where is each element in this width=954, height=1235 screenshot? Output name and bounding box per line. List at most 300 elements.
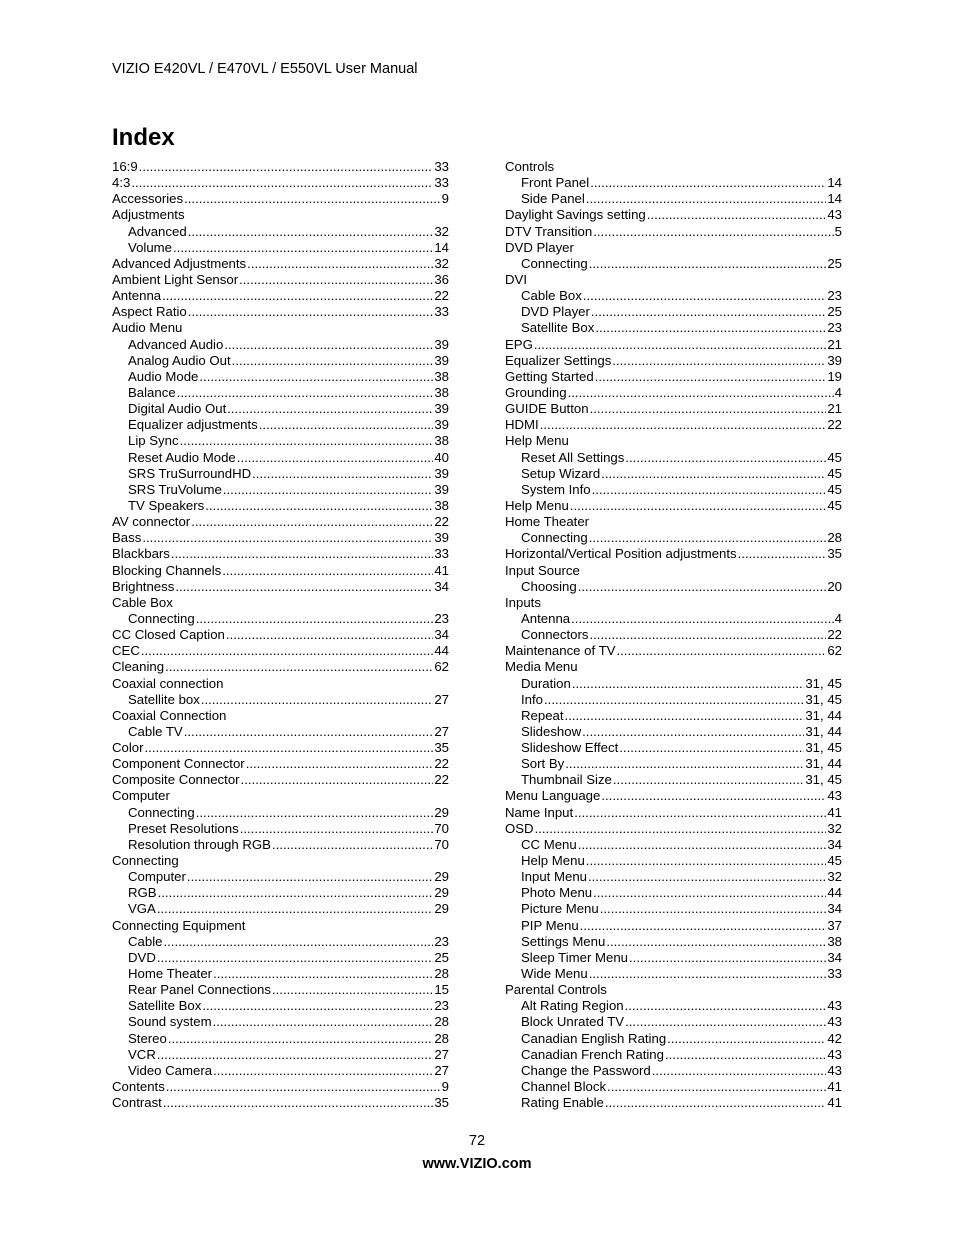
dot-leader bbox=[157, 1047, 433, 1063]
index-entry bbox=[505, 207, 842, 223]
index-page-ref: 23 bbox=[434, 998, 449, 1014]
index-term: OSD bbox=[505, 820, 534, 836]
index-page-ref: 27 bbox=[434, 691, 449, 707]
index-term: TV Speakers bbox=[128, 497, 205, 513]
index-entry bbox=[505, 450, 842, 466]
index-page-ref: 31, 44 bbox=[805, 756, 842, 772]
index-term: Contents bbox=[112, 1079, 165, 1095]
index-term: DVI bbox=[505, 271, 527, 287]
index-page-ref: 36 bbox=[434, 271, 449, 287]
index-page-ref: 14 bbox=[827, 175, 842, 191]
index-page-ref: 45 bbox=[827, 481, 842, 497]
index-term: Advanced Adjustments bbox=[112, 255, 247, 271]
dot-leader bbox=[141, 643, 433, 659]
index-page-ref: 9 bbox=[441, 1079, 449, 1095]
index-entry bbox=[505, 385, 842, 401]
index-page-ref: 43 bbox=[827, 1014, 842, 1030]
index-term: Daylight Savings setting bbox=[505, 207, 646, 223]
index-term: Input Menu bbox=[521, 869, 587, 885]
index-entry bbox=[505, 966, 842, 982]
index-term: System Info bbox=[521, 481, 591, 497]
dot-leader bbox=[199, 369, 433, 385]
index-term: Controls bbox=[505, 159, 555, 174]
index-entry bbox=[505, 304, 842, 320]
index-term: SRS TruVolume bbox=[128, 481, 222, 497]
index-term: Canadian French Rating bbox=[521, 1046, 664, 1062]
index-entry bbox=[505, 579, 842, 595]
dot-leader bbox=[595, 369, 827, 385]
index-entry bbox=[112, 756, 449, 772]
index-term: Component Connector bbox=[112, 756, 245, 772]
index-term: CC Closed Caption bbox=[112, 627, 225, 643]
index-term: Color bbox=[112, 740, 144, 756]
index-term: Channel Block bbox=[521, 1079, 607, 1095]
index-entry bbox=[505, 514, 842, 530]
dot-leader bbox=[572, 676, 804, 692]
index-term: Composite Connector bbox=[112, 772, 240, 788]
index-entry bbox=[112, 579, 449, 595]
index-entry bbox=[112, 724, 449, 740]
index-page-ref: 32 bbox=[434, 223, 449, 239]
index-entry bbox=[505, 756, 842, 772]
index-page-ref: 43 bbox=[827, 1062, 842, 1078]
index-entry bbox=[112, 627, 449, 643]
dot-leader bbox=[168, 1031, 433, 1047]
index-page-ref: 22 bbox=[434, 756, 449, 772]
dot-leader bbox=[613, 772, 804, 788]
index-term: Connecting bbox=[128, 804, 195, 820]
index-page-ref: 27 bbox=[434, 1062, 449, 1078]
index-entry bbox=[505, 740, 842, 756]
index-entry bbox=[505, 772, 842, 788]
index-entry bbox=[505, 353, 842, 369]
dot-leader bbox=[213, 966, 433, 982]
index-page-ref: 39 bbox=[434, 530, 449, 546]
index-term: Cable bbox=[128, 933, 163, 949]
index-page-ref: 41 bbox=[827, 1079, 842, 1095]
index-term: Cable TV bbox=[128, 723, 183, 739]
index-entry bbox=[112, 966, 449, 982]
index-term: Media Menu bbox=[505, 659, 578, 675]
document-header: VIZIO E420VL / E470VL / E550VL User Manual bbox=[112, 61, 418, 77]
index-page-ref: 45 bbox=[827, 465, 842, 481]
dot-leader bbox=[166, 1079, 441, 1095]
index-entry bbox=[505, 934, 842, 950]
index-entry bbox=[505, 724, 842, 740]
dot-leader bbox=[625, 450, 826, 466]
dot-leader bbox=[565, 708, 805, 724]
index-term: Sleep Timer Menu bbox=[521, 949, 629, 965]
index-entry bbox=[112, 805, 449, 821]
index-entry bbox=[112, 288, 449, 304]
index-entry bbox=[112, 304, 449, 320]
index-term: Slideshow Effect bbox=[521, 740, 619, 756]
index-term: Parental Controls bbox=[505, 982, 607, 998]
index-entry bbox=[112, 1014, 449, 1030]
dot-leader bbox=[227, 401, 433, 417]
index-term: Coaxial Connection bbox=[112, 707, 227, 723]
index-entry bbox=[112, 1095, 449, 1111]
index-term: Connectors bbox=[521, 627, 589, 643]
index-entry bbox=[505, 563, 842, 579]
index-entry bbox=[112, 530, 449, 546]
index-page-ref: 28 bbox=[434, 1030, 449, 1046]
index-entry bbox=[505, 869, 842, 885]
dot-leader bbox=[580, 918, 827, 934]
index-entry bbox=[112, 934, 449, 950]
index-term: DVD Player bbox=[521, 304, 590, 320]
dot-leader bbox=[586, 853, 827, 869]
index-term: Picture Menu bbox=[521, 901, 599, 917]
index-entry bbox=[505, 417, 842, 433]
dot-leader bbox=[202, 998, 433, 1014]
index-page-ref: 29 bbox=[434, 885, 449, 901]
dot-leader bbox=[201, 692, 433, 708]
index-entry bbox=[505, 853, 842, 869]
index-page-ref: 28 bbox=[434, 1014, 449, 1030]
index-page-ref: 31, 45 bbox=[805, 740, 842, 756]
index-page-ref: 34 bbox=[434, 578, 449, 594]
index-term: Equalizer Settings bbox=[505, 352, 612, 368]
dot-leader bbox=[173, 240, 433, 256]
index-page-ref: 31, 44 bbox=[805, 723, 842, 739]
index-entry bbox=[112, 353, 449, 369]
dot-leader bbox=[534, 337, 826, 353]
index-term: Rear Panel Connections bbox=[128, 982, 271, 998]
dot-leader bbox=[223, 482, 434, 498]
index-page-ref: 37 bbox=[827, 917, 842, 933]
index-term: Setup Wizard bbox=[521, 465, 601, 481]
index-entry bbox=[505, 643, 842, 659]
index-entry bbox=[505, 805, 842, 821]
index-term: GUIDE Button bbox=[505, 401, 589, 417]
index-entry bbox=[505, 1063, 842, 1079]
index-term: Adjustments bbox=[112, 207, 185, 223]
index-page-ref: 62 bbox=[827, 643, 842, 659]
index-entry bbox=[505, 692, 842, 708]
dot-leader bbox=[590, 401, 827, 417]
index-page-ref: 4 bbox=[834, 610, 842, 626]
index-entry bbox=[112, 998, 449, 1014]
dot-leader bbox=[272, 837, 433, 853]
index-page-ref: 32 bbox=[827, 820, 842, 836]
dot-leader bbox=[589, 530, 827, 546]
index-page-ref: 39 bbox=[434, 417, 449, 433]
dot-leader bbox=[565, 756, 804, 772]
index-term: Home Theater bbox=[128, 966, 213, 982]
dot-leader bbox=[590, 175, 826, 191]
index-entry bbox=[112, 546, 449, 562]
dot-leader bbox=[571, 611, 834, 627]
index-page-ref: 28 bbox=[434, 966, 449, 982]
index-term: Grounding bbox=[505, 384, 567, 400]
index-entry bbox=[505, 433, 842, 449]
index-term: Advanced Audio bbox=[128, 336, 224, 352]
index-entry bbox=[505, 272, 842, 288]
index-term: Inputs bbox=[505, 594, 541, 610]
index-term: Help Menu bbox=[521, 853, 585, 869]
index-page-ref: 33 bbox=[827, 966, 842, 982]
dot-leader bbox=[213, 1063, 433, 1079]
index-entry bbox=[112, 433, 449, 449]
index-page-ref: 45 bbox=[827, 497, 842, 513]
index-entry bbox=[112, 498, 449, 514]
index-term: Ambient Light Sensor bbox=[112, 271, 239, 287]
index-entry bbox=[112, 869, 449, 885]
index-page-ref: 39 bbox=[434, 401, 449, 417]
index-page-ref: 15 bbox=[434, 982, 449, 998]
index-entry bbox=[112, 450, 449, 466]
index-entry bbox=[112, 692, 449, 708]
index-page-ref: 41 bbox=[827, 804, 842, 820]
index-term: Alt Rating Region bbox=[521, 998, 624, 1014]
dot-leader bbox=[239, 272, 433, 288]
dot-leader bbox=[612, 353, 826, 369]
index-entry bbox=[112, 1079, 449, 1095]
index-entry bbox=[112, 337, 449, 353]
dot-leader bbox=[625, 1014, 826, 1030]
index-term: Connecting bbox=[521, 255, 588, 271]
index-term: Antenna bbox=[521, 610, 571, 626]
index-entry bbox=[112, 853, 449, 869]
index-entry bbox=[112, 207, 449, 223]
index-term: PIP Menu bbox=[521, 917, 579, 933]
dot-leader bbox=[158, 885, 434, 901]
index-page-ref: 23 bbox=[827, 288, 842, 304]
dot-leader bbox=[224, 337, 433, 353]
index-page-ref: 38 bbox=[434, 384, 449, 400]
index-page-ref: 14 bbox=[827, 191, 842, 207]
dot-leader bbox=[272, 982, 433, 998]
dot-leader bbox=[600, 901, 827, 917]
index-entry bbox=[505, 1095, 842, 1111]
dot-leader bbox=[570, 498, 827, 514]
dot-leader bbox=[196, 611, 434, 627]
index-entry bbox=[112, 1063, 449, 1079]
index-term: Choosing bbox=[521, 578, 577, 594]
index-entry bbox=[112, 659, 449, 675]
index-entry bbox=[505, 627, 842, 643]
dot-leader bbox=[162, 288, 433, 304]
dot-leader bbox=[667, 1031, 826, 1047]
index-entry bbox=[112, 885, 449, 901]
dot-leader bbox=[595, 320, 826, 336]
index-page-ref: 41 bbox=[827, 1095, 842, 1111]
index-page-ref: 27 bbox=[434, 723, 449, 739]
dot-leader bbox=[625, 998, 827, 1014]
index-term: Rating Enable bbox=[521, 1095, 604, 1111]
index-page-ref: 32 bbox=[434, 255, 449, 271]
index-entry bbox=[505, 918, 842, 934]
dot-leader bbox=[247, 256, 433, 272]
index-entry bbox=[505, 950, 842, 966]
index-term: RGB bbox=[128, 885, 157, 901]
index-term: Connecting bbox=[128, 610, 195, 626]
index-entry bbox=[505, 288, 842, 304]
index-entry bbox=[112, 320, 449, 336]
index-term: Accessories bbox=[112, 191, 184, 207]
index-page-ref: 9 bbox=[441, 191, 449, 207]
dot-leader bbox=[177, 385, 434, 401]
index-term: VGA bbox=[128, 901, 156, 917]
index-entry bbox=[505, 659, 842, 675]
dot-leader bbox=[582, 724, 804, 740]
index-page-ref: 38 bbox=[434, 433, 449, 449]
index-entry bbox=[112, 772, 449, 788]
index-page-ref: 33 bbox=[434, 546, 449, 562]
dot-leader bbox=[568, 385, 834, 401]
index-entry bbox=[505, 885, 842, 901]
index-entry bbox=[112, 191, 449, 207]
index-entry bbox=[112, 1047, 449, 1063]
index-entry bbox=[112, 175, 449, 191]
index-page-ref: 43 bbox=[827, 207, 842, 223]
dot-leader bbox=[240, 821, 434, 837]
index-term: Wide Menu bbox=[521, 966, 588, 982]
index-term: Connecting bbox=[521, 530, 588, 546]
index-term: Antenna bbox=[112, 288, 162, 304]
dot-leader bbox=[145, 740, 434, 756]
index-term: Getting Started bbox=[505, 368, 594, 384]
dot-leader bbox=[588, 869, 826, 885]
dot-leader bbox=[259, 417, 434, 433]
index-page-ref: 70 bbox=[434, 820, 449, 836]
index-term: Blocking Channels bbox=[112, 562, 222, 578]
index-term: Preset Resolutions bbox=[128, 820, 239, 836]
index-term: CEC bbox=[112, 643, 140, 659]
index-term: Balance bbox=[128, 384, 176, 400]
dot-leader bbox=[583, 288, 826, 304]
index-entry bbox=[505, 240, 842, 256]
dot-leader bbox=[222, 563, 433, 579]
index-term: Resolution through RGB bbox=[128, 836, 271, 852]
dot-leader bbox=[592, 482, 827, 498]
dot-leader bbox=[142, 530, 433, 546]
index-page-ref: 4 bbox=[834, 384, 842, 400]
index-entry bbox=[112, 950, 449, 966]
index-term: Info bbox=[521, 691, 543, 707]
dot-leader bbox=[593, 224, 833, 240]
index-page-ref: 43 bbox=[827, 998, 842, 1014]
index-entry bbox=[505, 401, 842, 417]
dot-leader bbox=[188, 224, 434, 240]
dot-leader bbox=[591, 304, 826, 320]
index-term: Thumbnail Size bbox=[521, 772, 612, 788]
index-entry bbox=[505, 175, 842, 191]
index-term: Sound system bbox=[128, 1014, 212, 1030]
dot-leader bbox=[544, 692, 804, 708]
index-entry bbox=[112, 256, 449, 272]
index-column-right bbox=[505, 159, 842, 1111]
index-term: Input Source bbox=[505, 562, 580, 578]
index-page-ref: 39 bbox=[434, 336, 449, 352]
index-term: Connecting bbox=[112, 853, 179, 869]
index-entry bbox=[112, 918, 449, 934]
index-entry bbox=[505, 837, 842, 853]
dot-leader bbox=[131, 175, 433, 191]
index-entry bbox=[505, 320, 842, 336]
index-entry bbox=[505, 1014, 842, 1030]
dot-leader bbox=[157, 950, 433, 966]
dot-leader bbox=[605, 1095, 826, 1111]
index-entry bbox=[505, 546, 842, 562]
index-term: Brightness bbox=[112, 578, 175, 594]
index-term: Advanced bbox=[128, 223, 187, 239]
index-term: Equalizer adjustments bbox=[128, 417, 258, 433]
index-entry bbox=[505, 224, 842, 240]
index-term: EPG bbox=[505, 336, 533, 352]
index-term: Side Panel bbox=[521, 191, 585, 207]
index-page-ref: 20 bbox=[827, 578, 842, 594]
index-page-ref: 31, 45 bbox=[805, 675, 842, 691]
index-entry bbox=[112, 788, 449, 804]
index-page-ref: 22 bbox=[434, 514, 449, 530]
index-entry bbox=[505, 337, 842, 353]
index-page-ref: 31, 44 bbox=[805, 707, 842, 723]
index-page-ref: 25 bbox=[827, 255, 842, 271]
dot-leader bbox=[589, 256, 827, 272]
dot-leader bbox=[184, 191, 441, 207]
index-term: Stereo bbox=[128, 1030, 167, 1046]
index-page-ref: 29 bbox=[434, 804, 449, 820]
index-page-ref: 33 bbox=[434, 304, 449, 320]
index-page-ref: 38 bbox=[434, 497, 449, 513]
index-term: Bass bbox=[112, 530, 142, 546]
index-entry bbox=[112, 466, 449, 482]
dot-leader bbox=[601, 788, 826, 804]
index-term: Lip Sync bbox=[128, 433, 179, 449]
dot-leader bbox=[540, 417, 827, 433]
dot-leader bbox=[157, 901, 433, 917]
index-term: Connecting Equipment bbox=[112, 917, 246, 933]
index-term: Maintenance of TV bbox=[505, 643, 616, 659]
index-page-ref: 35 bbox=[827, 546, 842, 562]
index-page-ref: 23 bbox=[827, 320, 842, 336]
index-page-ref: 33 bbox=[434, 175, 449, 191]
index-page-ref: 14 bbox=[434, 239, 449, 255]
dot-leader bbox=[232, 353, 434, 369]
dot-leader bbox=[619, 740, 804, 756]
index-term: Help Menu bbox=[505, 433, 569, 449]
index-entry bbox=[505, 998, 842, 1014]
index-term: Satellite Box bbox=[128, 998, 202, 1014]
dot-leader bbox=[616, 643, 826, 659]
index-page-ref: 43 bbox=[827, 1046, 842, 1062]
dot-leader bbox=[607, 1079, 826, 1095]
index-page-ref: 39 bbox=[434, 465, 449, 481]
index-entry bbox=[112, 369, 449, 385]
dot-leader bbox=[578, 579, 827, 595]
dot-leader bbox=[589, 966, 827, 982]
dot-leader bbox=[184, 724, 434, 740]
page-title: Index bbox=[112, 124, 175, 151]
dot-leader bbox=[187, 869, 433, 885]
dot-leader bbox=[241, 772, 434, 788]
dot-leader bbox=[535, 821, 827, 837]
index-entry bbox=[505, 676, 842, 692]
index-term: SRS TruSurroundHD bbox=[128, 465, 252, 481]
index-entry bbox=[112, 901, 449, 917]
index-entry bbox=[505, 498, 842, 514]
index-term: Blackbars bbox=[112, 546, 170, 562]
index-entry bbox=[505, 595, 842, 611]
index-term: Video Camera bbox=[128, 1062, 213, 1078]
index-entry bbox=[505, 611, 842, 627]
index-page-ref: 31, 45 bbox=[805, 772, 842, 788]
index-term: Block Unrated TV bbox=[521, 1014, 625, 1030]
index-page-ref: 35 bbox=[434, 1095, 449, 1111]
index-term: Digital Audio Out bbox=[128, 401, 227, 417]
